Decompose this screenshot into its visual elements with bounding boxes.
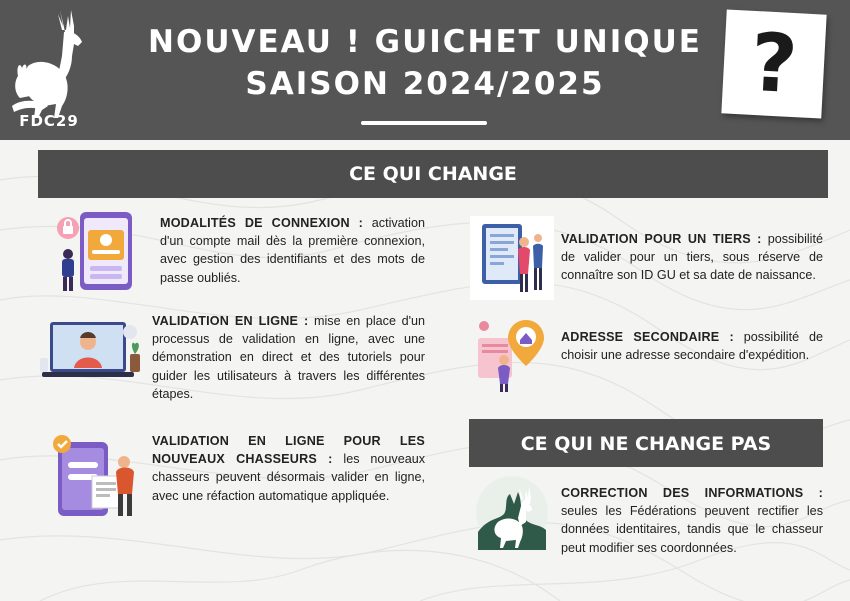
item-secondary-address-text: possibilité de choisir une adresse secondaire d'expédition. (561, 330, 824, 363)
location-pin-icon (474, 316, 550, 392)
item-online (152, 312, 425, 403)
question-mark-icon: ? (748, 15, 800, 112)
video-call-icon (38, 318, 144, 382)
title-underline (361, 121, 487, 125)
item-correction-label: CORRECTION DES INFORMATIONS : (561, 486, 823, 500)
item-new-hunters-label: VALIDATION EN LIGNE POUR LES NOUVEAUX CHASSEURS : (152, 434, 425, 467)
item-correction-text: seules les Fédérations peuvent rectifier les données identitaires, tandis que le chasseur peut modifier ses coordonnées. (561, 504, 823, 555)
deer-silhouette-icon (474, 474, 550, 550)
item-connexion (160, 214, 425, 287)
new-hunter-tablet-icon (50, 432, 142, 522)
item-online-label: VALIDATION EN LIGNE : (152, 314, 309, 328)
item-secondary-address (561, 328, 823, 364)
item-online-text: mise en place d'un processus de validation en ligne, avec une démonstration en direct et des tutoriels pour guider les utilisateurs à travers les différentes étapes. (152, 314, 426, 401)
header-banner (0, 0, 850, 140)
login-phone-icon (54, 208, 146, 294)
question-note-card (721, 9, 826, 118)
item-third-party-text: possibilité de valider pour un tiers, sous réserve de connaître son ID GU et sa date de naissance. (561, 232, 823, 283)
item-connexion-label: MODALITÉS DE CONNEXION : (160, 216, 364, 230)
document-review-icon (470, 216, 554, 300)
section-title-no-changes: CE QUI NE CHANGE PAS (469, 419, 823, 467)
item-new-hunters-text: les nouveaux chasseurs peuvent désormais valider en ligne, avec une réfaction automatique appliquée. (152, 452, 426, 503)
section-title-changes: CE QUI CHANGE (38, 150, 828, 198)
item-secondary-address-label: ADRESSE SECONDAIRE : (561, 330, 734, 344)
item-third-party (561, 230, 823, 285)
logo-text: FDC29 (19, 112, 79, 130)
item-third-party-label: VALIDATION POUR UN TIERS : (561, 232, 762, 246)
page-title-line-2: SAISON 2024/2025 (245, 66, 605, 102)
item-connexion-text: activation d'un compte mail dès la première connexion, avec gestion des identifiants et des mots de passe oubliés. (160, 216, 425, 285)
page-title-line-1: NOUVEAU ! GUICHET UNIQUE (148, 24, 702, 60)
item-new-hunters (152, 432, 425, 505)
item-correction (561, 484, 823, 557)
